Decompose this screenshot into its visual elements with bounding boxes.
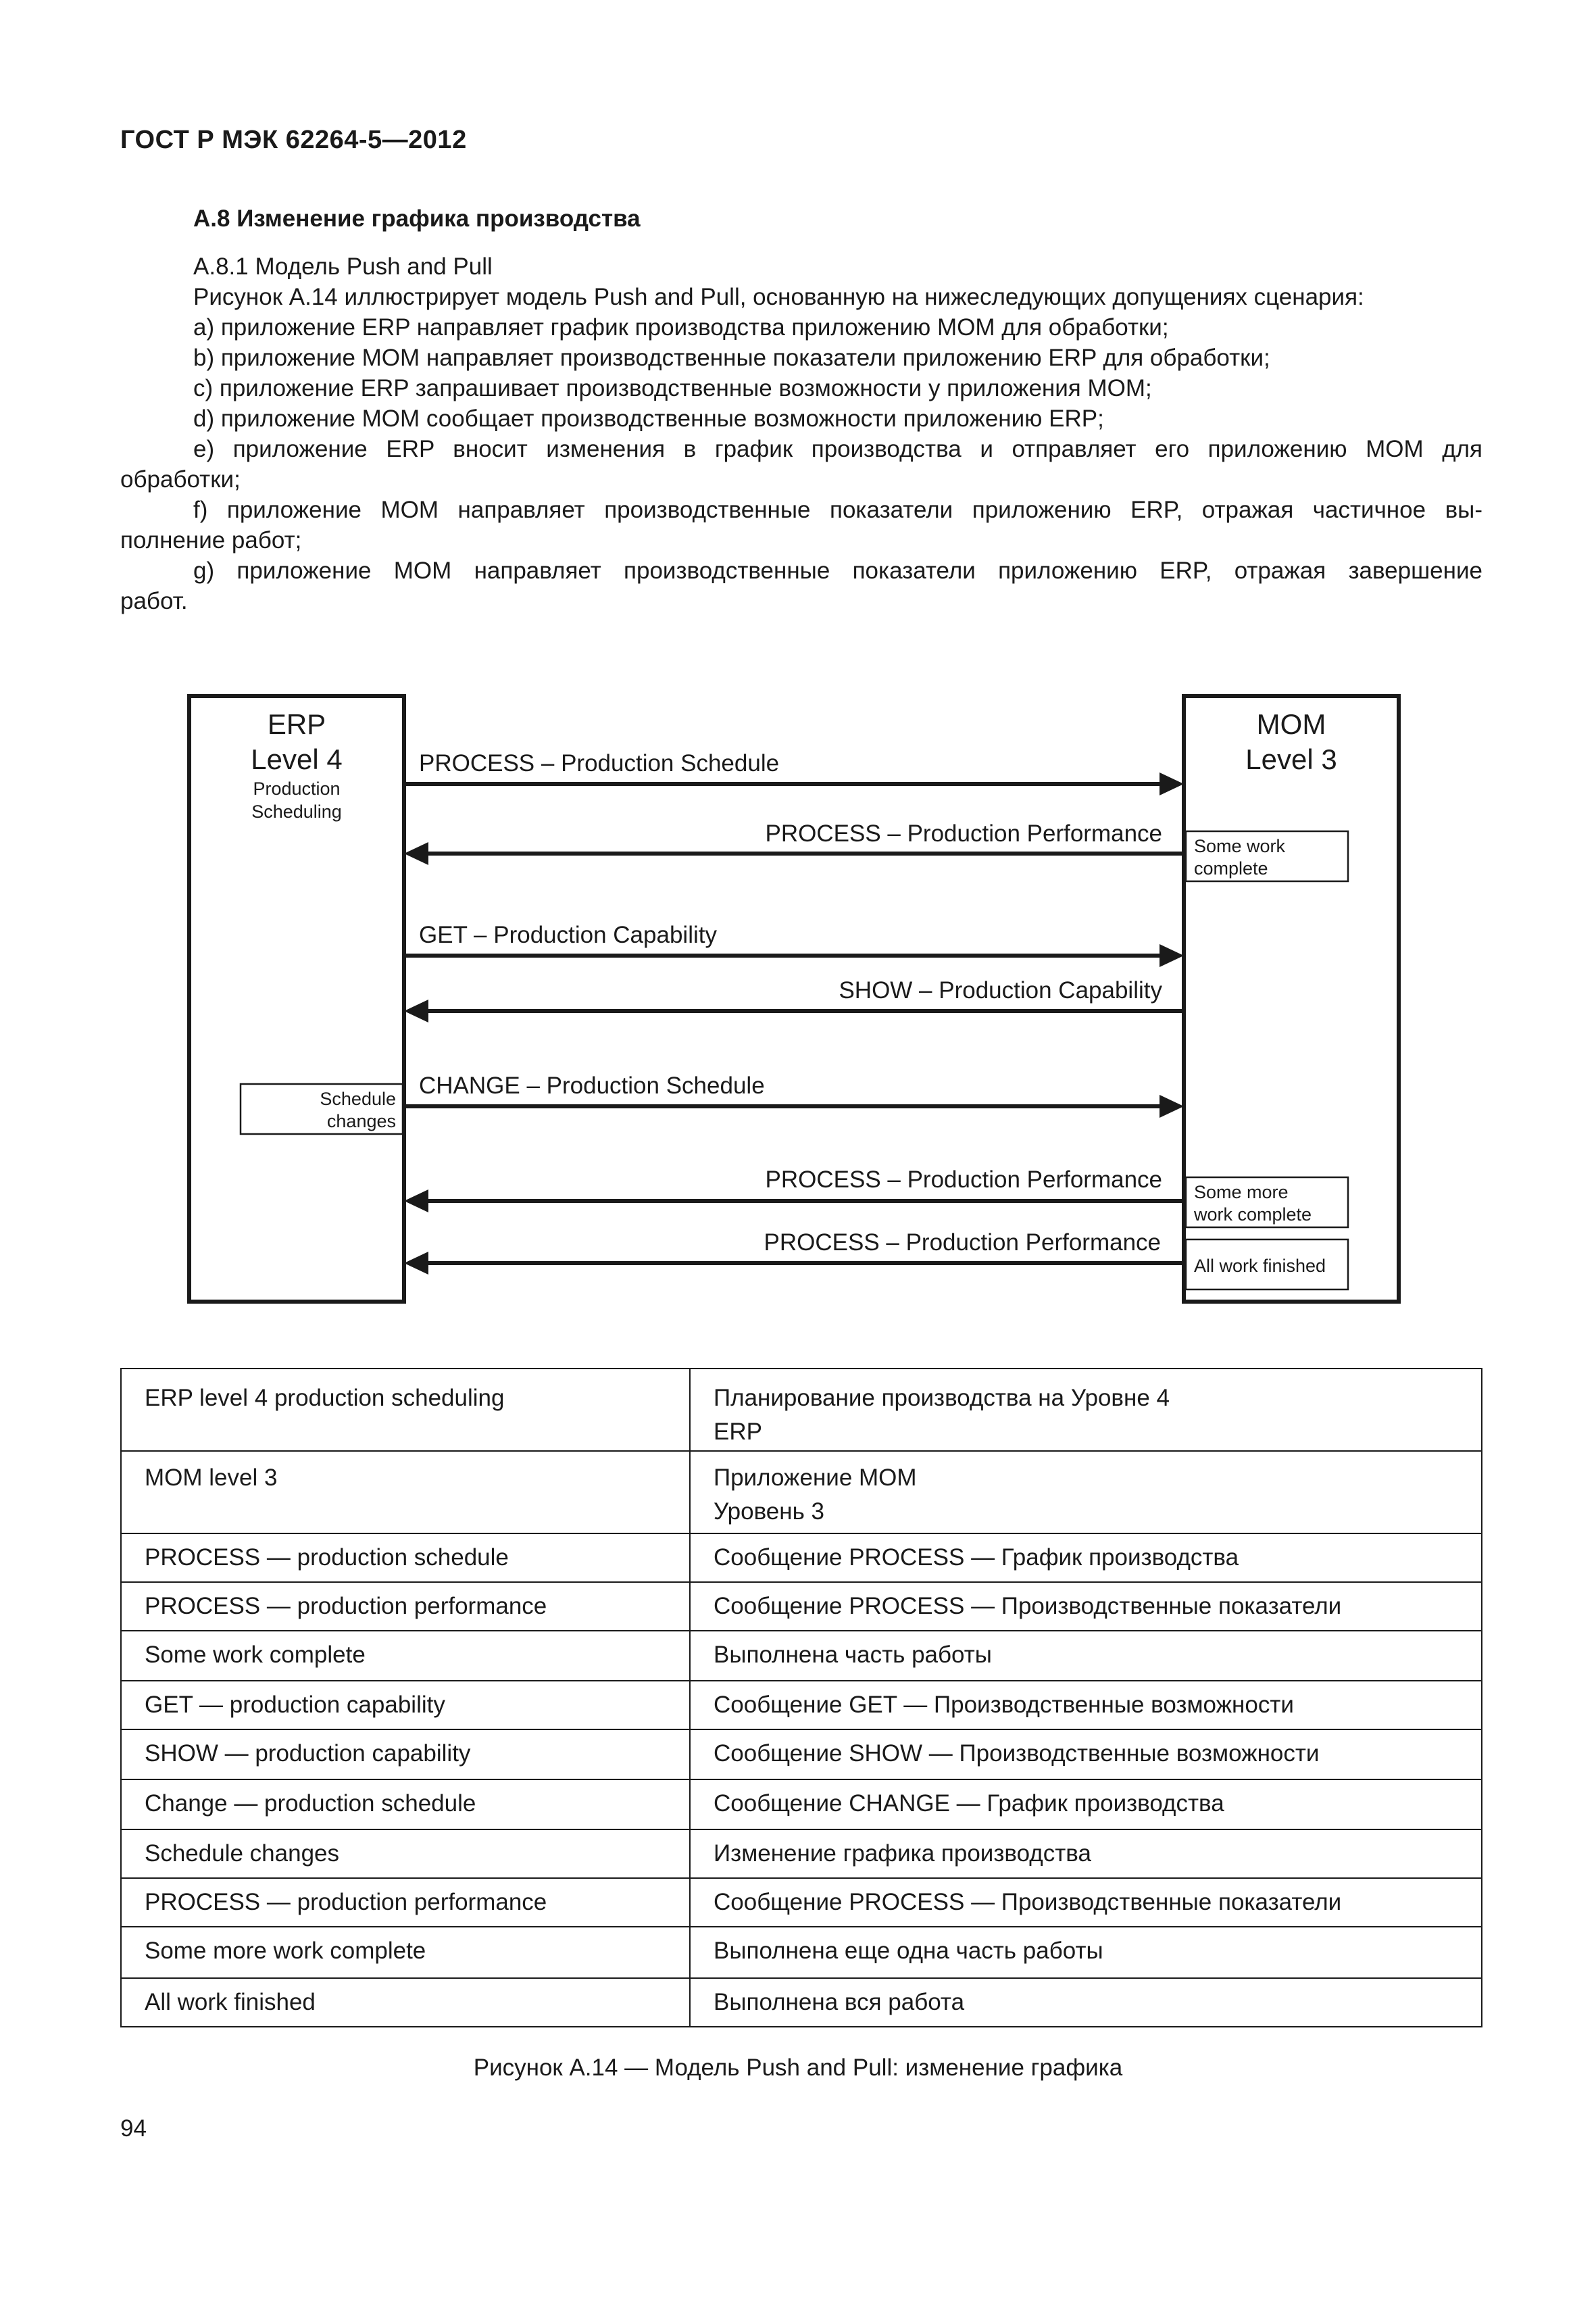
message-label-6: PROCESS – Production Performance <box>765 1166 1162 1193</box>
table-row <box>121 1582 1482 1631</box>
arrowhead-left-icon <box>404 1000 428 1023</box>
message-label-3: GET – Production Capability <box>419 922 717 948</box>
list-item-g-line1: g) приложение MOM направляет производственные показатели приложению ERP, отражая завершение <box>193 558 1482 584</box>
page-number: 94 <box>120 2115 147 2142</box>
legend-ru-cell: Сообщение CHANGE — График производства <box>690 1779 1482 1829</box>
table-row <box>121 1779 1482 1829</box>
table-row <box>121 1878 1482 1927</box>
figure-caption: Рисунок А.14 — Модель Push and Pull: изменение графика <box>473 2054 1123 2081</box>
message-label-4: SHOW – Production Capability <box>839 977 1162 1004</box>
intro-paragraph: Рисунок А.14 иллюстрирует модель Push and Pull, основанную на нижеследующих допущениях сценария: <box>193 284 1364 310</box>
legend-ru-cell: Сообщение SHOW — Производственные возможности <box>690 1729 1482 1779</box>
list-item-g-line2: работ. <box>120 588 188 614</box>
table-row <box>121 1681 1482 1729</box>
legend-en-cell: Some more work complete <box>121 1927 690 1978</box>
list-item-d: d) приложение MOM сообщает производственные возможности приложению ERP; <box>193 405 1104 432</box>
note-schedule-changes-line1: Schedule <box>320 1089 396 1109</box>
note-all-finished-line1: All work finished <box>1194 1256 1326 1276</box>
legend-en-cell: PROCESS — production performance <box>121 1878 690 1927</box>
legend-en-cell: All work finished <box>121 1978 690 2027</box>
legend-en-cell: Change — production schedule <box>121 1779 690 1829</box>
legend-ru-cell: Изменение графика производства <box>690 1829 1482 1878</box>
message-label-2: PROCESS – Production Performance <box>765 820 1162 847</box>
table-row <box>121 1369 1482 1451</box>
list-item-c: c) приложение ERP запрашивает производственные возможности у приложения MOM; <box>193 375 1152 401</box>
list-item-a: a) приложение ERP направляет график производства приложению MOM для обработки; <box>193 314 1169 341</box>
erp-level: Level 4 <box>251 743 343 775</box>
list-item-e-line1: e) приложение ERP вносит изменения в график производства и отправляет его приложению MOM для <box>193 436 1482 462</box>
legend-ru-cell: Сообщение PROCESS — Производственные показатели <box>690 1878 1482 1927</box>
legend-en-cell: SHOW — production capability <box>121 1729 690 1779</box>
list-item-b: b) приложение MOM направляет производственные показатели приложению ERP для обработки; <box>193 345 1270 371</box>
list-item-f-line2: полнение работ; <box>120 527 302 553</box>
legend-en-cell: GET — production capability <box>121 1681 690 1729</box>
table-row <box>121 1978 1482 2027</box>
message-label-5: CHANGE – Production Schedule <box>419 1073 765 1099</box>
message-label-1: PROCESS – Production Schedule <box>419 750 780 777</box>
message-label-7: PROCESS – Production Performance <box>764 1229 1161 1256</box>
subsection-title: A.8.1 Модель Push and Pull <box>193 253 493 280</box>
legend-en-cell: MOM level 3 <box>121 1451 690 1533</box>
legend-en-cell: Schedule changes <box>121 1829 690 1878</box>
legend-ru-cell: Выполнена еще одна часть работы <box>690 1927 1482 1978</box>
legend-en-cell: Some work complete <box>121 1631 690 1681</box>
arrowhead-left-icon <box>404 842 428 865</box>
legend-ru-cell: Планирование производства на Уровне 4 ERP <box>690 1369 1482 1451</box>
mom-level: Level 3 <box>1245 743 1337 775</box>
erp-title: ERP <box>267 708 326 740</box>
legend-ru-cell: Сообщение PROCESS — График производства <box>690 1533 1482 1582</box>
list-item-e-line2: обработки; <box>120 466 241 493</box>
arrowhead-left-icon <box>404 1189 428 1212</box>
table-row <box>121 1829 1482 1878</box>
arrowhead-right-icon <box>1159 944 1184 967</box>
list-item-f-line1: f) приложение MOM направляет производственные показатели приложению ERP, отражая частичное вы- <box>193 497 1482 523</box>
table-row <box>121 1631 1482 1681</box>
section-title: A.8 Изменение графика производства <box>193 205 641 232</box>
erp-sub-production: Production <box>253 779 341 799</box>
erp-sub-scheduling: Scheduling <box>251 802 342 822</box>
legend-ru-cell: Выполнена часть работы <box>690 1631 1482 1681</box>
legend-en-cell: PROCESS — production schedule <box>121 1533 690 1582</box>
table-row <box>121 1451 1482 1533</box>
table-row <box>121 1533 1482 1582</box>
legend-table <box>120 1368 1482 2027</box>
legend-en-cell: PROCESS — production performance <box>121 1582 690 1631</box>
arrowhead-right-icon <box>1159 1095 1184 1118</box>
legend-ru-cell: Выполнена вся работа <box>690 1978 1482 2027</box>
note-some-more-line1: Some more <box>1194 1182 1289 1202</box>
mom-title: MOM <box>1256 708 1326 740</box>
legend-ru-cell: Сообщение PROCESS — Производственные показатели <box>690 1582 1482 1631</box>
arrowhead-left-icon <box>404 1252 428 1275</box>
arrowhead-right-icon <box>1159 772 1184 795</box>
note-some-work-line2: complete <box>1194 858 1268 879</box>
note-some-work-line1: Some work <box>1194 836 1286 856</box>
legend-en-cell: ERP level 4 production scheduling <box>121 1369 690 1451</box>
document-standard-header: ГОСТ Р МЭК 62264-5—2012 <box>120 126 467 154</box>
note-schedule-changes-line2: changes <box>326 1111 396 1131</box>
table-row <box>121 1927 1482 1978</box>
note-some-more-line2: work complete <box>1194 1204 1312 1225</box>
legend-ru-cell: Приложение MOM Уровень 3 <box>690 1451 1482 1533</box>
table-row <box>121 1729 1482 1779</box>
legend-ru-cell: Сообщение GET — Производственные возможности <box>690 1681 1482 1729</box>
